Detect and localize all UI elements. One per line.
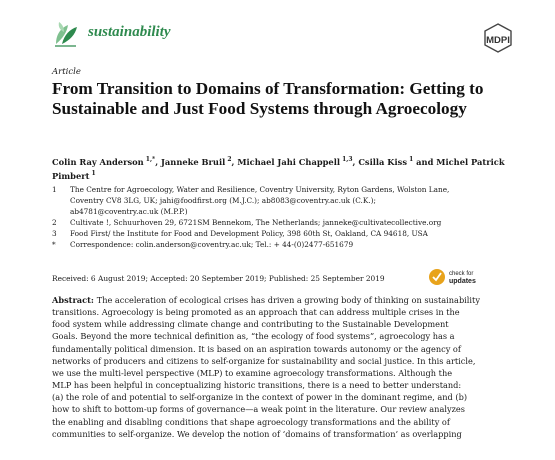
author-affiliation-mark: 1 [89, 169, 96, 177]
abstract-line: communities to self-organize. We develop the notion of ‘domains of transformation’ as overlapping [52, 428, 462, 439]
abstract-line: food system while addressing climate change and contributing to the Sustainable Development [52, 319, 449, 330]
abstract-line: transitions. Agroecology is being promoted as an approach that can address multiple crises in the [52, 307, 460, 318]
author-name: Michel Patrick Pimbert [52, 156, 505, 181]
abstract-line: the enabling and disabling conditions that shape agroecology transformations and the ability of [52, 416, 450, 427]
abstract [52, 294, 522, 440]
article-title: From Transition to Domains of Transformation: Getting to Sustainable and Just Food Systems through Agroecology [52, 79, 484, 118]
affiliation-text: The Centre for Agroecology, Water and Resilience, Coventry University, Ryton Gardens, Wolston Lane, Coventry CV8 3LG, UK; jahi@foodfirst.org (M.J.C.); ab8083@coventry.ac.uk (C.K.); ab4781@coventry.ac.uk (M.P.P.) [70, 185, 450, 216]
affiliation-number: * [52, 240, 56, 249]
author-affiliation-mark: 1,* [143, 156, 156, 163]
abstract-line: how to shift to bottom-up forms of governance—a weak point in the literature. Our review analyzes [52, 404, 465, 415]
affiliation-item [52, 239, 522, 250]
affiliation-number: 1 [52, 185, 57, 194]
affiliation-number: 2 [52, 218, 57, 227]
abstract-line: networks of producers and citizens to self-organize for sustainability and social justice. In this article, [52, 355, 476, 366]
affiliation-number: 3 [52, 229, 57, 238]
updates-icon [429, 269, 445, 285]
author-affiliation-mark: 1 [407, 156, 414, 163]
abstract-line: The acceleration of ecological crises has driven a growing body of thinking on sustainability [96, 295, 480, 305]
author-list: Colin Ray Anderson $^{1,*}$, Janneke Bruil $^2$, Michael Jahi Chappell $^{1,3}$, Csilla Kiss $^1$ and Michel Patrick Pimbert $^1$ [52, 156, 505, 181]
mdpi-logo [476, 22, 520, 54]
abstract-line: fundamentally political dimension. It is based on an aspiration towards autonomy or the agency of [52, 343, 461, 354]
affiliation-item [52, 184, 522, 217]
author-name: Csilla Kiss [358, 156, 408, 167]
affiliation-text: Cultivate !, Schuurhoven 29, 6721SM Bennekom, The Netherlands; janneke@cultivatecollective.org [70, 218, 442, 227]
affiliation-item [52, 228, 522, 239]
affiliation-text: Food First/ the Institute for Food and Development Policy, 398 60th St, Oakland, CA 94618, USA [70, 229, 428, 238]
journal-name: sustainability [88, 24, 171, 40]
abstract-line: (a) the role of and potential to self-organize in the context of power in the dominant regime, and (b) [52, 392, 468, 403]
author-affiliation-mark: 2 [225, 156, 232, 163]
abstract-line: we use the multi-level perspective (MLP) to examine agroecology transformations. Although the [52, 367, 453, 378]
affiliation-text: Correspondence: colin.anderson@coventry.ac.uk; Tel.: + 44-(0)2477-651679 [70, 240, 354, 249]
author-name: Michael Jahi Chappell [237, 156, 340, 167]
affiliation-item [52, 217, 522, 228]
abstract-line: Goals. Beyond the more technical definition as, “the ecology of food systems”, agroecology has a [52, 331, 455, 342]
updates-label-line-1: check for [449, 271, 474, 277]
abstract-label: Abstract: [52, 295, 97, 305]
author-name: Janneke Bruil [160, 156, 226, 167]
sustainability-leaf-logo [52, 18, 80, 48]
mdpi-logo-text: MDPI [486, 35, 510, 46]
author-name: Colin Ray Anderson [52, 156, 144, 167]
check-for-updates-badge[interactable] [428, 266, 498, 288]
article-type: Article [52, 67, 81, 77]
updates-label-line-2: updates [449, 278, 476, 285]
abstract-line: MLP has been helpful in conceptualizing historic transitions, there is a need to better understand: [52, 380, 462, 391]
publication-dates: Received: 6 August 2019; Accepted: 20 September 2019; Published: 25 September 2019 [52, 274, 385, 283]
author-affiliation-mark: 1,3 [340, 156, 353, 163]
